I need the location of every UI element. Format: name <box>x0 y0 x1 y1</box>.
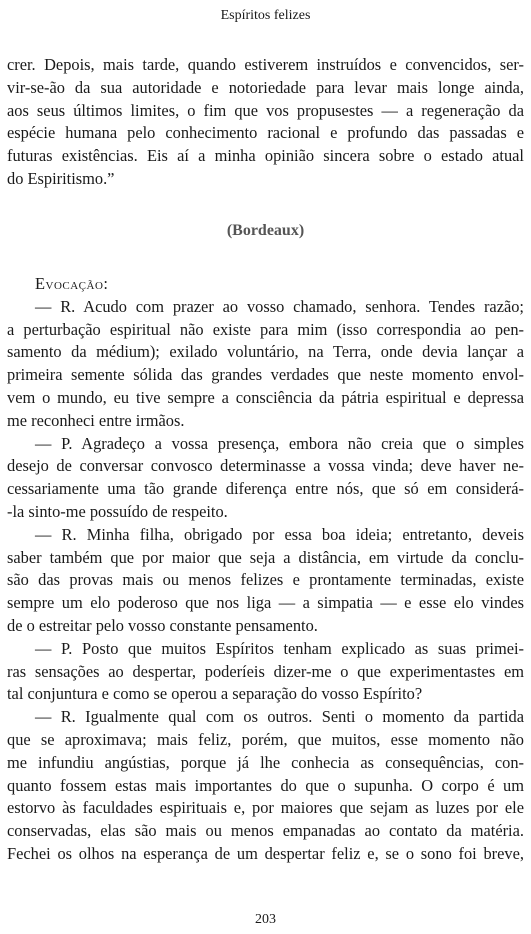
text-line: me reconheci entre irmãos. <box>7 410 185 430</box>
text-line: conservadas, elas são mais ou menos empanadas ao contato da matéria. <box>7 821 524 841</box>
text-line: — P. Agradeço a vossa presença, embora não creia que o simples <box>35 433 524 453</box>
text-line: Fechei os olhos na esperança de um despertar feliz e, se o sono foi breve, <box>7 843 524 863</box>
text-line: a perturbação espiritual não existe para mim (isso correspondia ao pen- <box>7 319 524 339</box>
text-line: ras sensações ao despertar, poderíeis dizer-me o que experimentastes em <box>7 661 524 681</box>
text-line: espécie humana pelo conhecimento racional e profundo das passadas e <box>7 123 524 143</box>
text-line: — P. Posto que muitos Espíritos tenham explicado as suas primei- <box>35 638 524 658</box>
evocation-label: Evocação: <box>35 274 109 293</box>
text-line: — R. Igualmente qual com os outros. Senti o momento da partida <box>35 707 524 727</box>
intro-paragraph <box>7 54 524 191</box>
text-line: — R. Acudo com prazer ao vosso chamado, senhora. Tendes razão; <box>35 296 524 316</box>
text-line: tal conjuntura e como se operou a separação do vosso Espírito? <box>7 684 423 704</box>
section-heading: (Bordeaux) <box>226 222 305 239</box>
text-line: do Espiritismo.” <box>7 168 115 188</box>
text-line: vir-se-ão da sua autoridade e notoriedade para levar mais longe ainda, <box>7 77 524 97</box>
text-line: são das provas mais ou menos felizes e prontamente terminadas, existe <box>7 570 524 590</box>
text-line: samento da médium); exilado voluntário, na Terra, onde devia lançar a <box>7 342 524 362</box>
text-line: sempre um elo poderoso que nos liga — a simpatia — e esse elo vindes <box>7 593 524 613</box>
text-line: -la sinto-me possuído de respeito. <box>7 501 228 521</box>
text-line: desejo de conversar convosco determinasse a vossa vinda; deve haver ne- <box>7 456 524 476</box>
text-line: de o estreitar pelo vosso constante pensamento. <box>7 615 318 635</box>
text-line: primeira semente sólida das grandes verdades que neste momento envol- <box>7 365 524 385</box>
text-line: — R. Minha filha, obrigado por essa boa ideia; entretanto, deveis <box>35 524 524 544</box>
text-line: me infundiu angústias, porque já lhe conhecia as consequências, con- <box>7 752 524 772</box>
text-line: aos seus últimos limites, o fim que vos propusestes — a regeneração da <box>7 100 524 120</box>
text-line: quanto fossem estas mais importantes do que o supunha. O corpo é um <box>7 775 524 795</box>
text-line: crer. Depois, mais tarde, quando estiverem instruídos e convencidos, ser- <box>7 55 524 74</box>
dialogue-body <box>7 273 524 866</box>
text-line: saber também que por maior que seja a distância, em virtude da conclu- <box>7 547 524 567</box>
page-number: 203 <box>255 912 276 927</box>
text-line: futuras existências. Eis aí a minha opinião sincera sobre o estado atual <box>7 146 524 166</box>
running-header: Espíritos felizes <box>220 8 311 23</box>
text-line: cessariamente uma tão grande diferença entre nós, que só em considerá- <box>7 479 524 499</box>
text-line: vem o mundo, eu tive sempre a consciência da pátria espiritual e depressa <box>7 387 524 407</box>
text-line: que se aproximava; mais feliz, porém, que muitos, esse momento não <box>7 729 524 749</box>
text-line: estorvo às faculdades espirituais e, por maiores que sejam as luzes por ele <box>7 798 524 818</box>
